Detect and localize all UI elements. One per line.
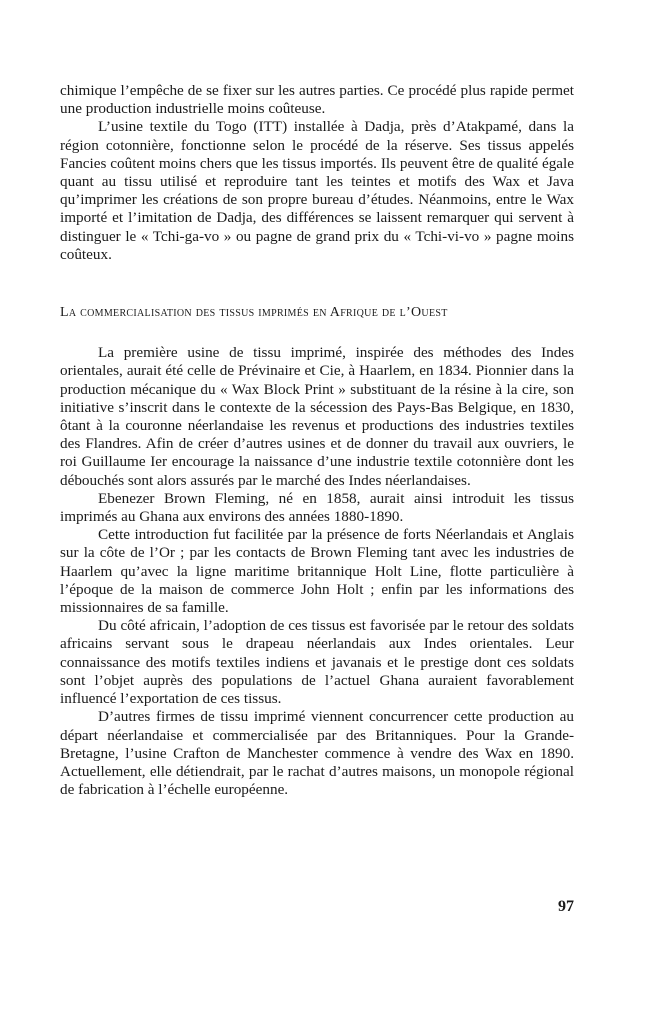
paragraph: D’autres firmes de tissu imprimé viennent concurrencer cette production au départ néerlandaise et commercialisée par des Britanniques. Pour la Grande-Bretagne, l’usine Crafton de Manchester commence à vendre des Wax en 1890. Actuellement, elle détiendrait, par le rachat d’autres maisons, un monopole régional de fabrication à l’échelle européenne.: [60, 708, 574, 799]
section-heading: La commercialisation des tissus imprimés en Afrique de l’Ouest: [60, 305, 448, 321]
paragraph: Du côté africain, l’adoption de ces tissus est favorisée par le retour des soldats africains servant sous le drapeau néerlandais aux Indes orientales. Leur connaissance des motifs textiles indiens et javanais et le prestige dont ces soldats sont l’objet auprès des populations de l’actuel Ghana auraient favorablement influencé l’exportation de ces tissus.: [60, 617, 574, 708]
page-body: [60, 82, 574, 799]
paragraph: chimique l’empêche de se fixer sur les autres parties. Ce procédé plus rapide permet une production industrielle moins coûteuse.: [60, 82, 574, 118]
paragraph: Ebenezer Brown Fleming, né en 1858, aurait ainsi introduit les tissus imprimés au Ghana aux environs des années 1880-1890.: [60, 489, 574, 526]
paragraph: La première usine de tissu imprimé, inspirée des méthodes des Indes orientales, aurait été celle de Prévinaire et Cie, à Haarlem, en 1834. Pionnier dans la production mécanique du « Wax Block Print » substituant de la résine à la cire, son initiative s’inscrit dans le contexte de la sécession des Pays-Bas Belgique, en 1830, ôtant à la couronne néerlandaise les revenus et productions des industries textiles des Flandres. Afin de créer d’autres usines et de donner du travail aux ouvriers, le roi Guillaume Ier encourage la naissance d’une industrie textile cotonnière dont les débouchés sont alors assurés par le marché des Indes néerlandaises.: [60, 344, 574, 489]
page-number: 97: [558, 898, 574, 915]
paragraph: Cette introduction fut facilitée par la présence de forts Néerlandais et Anglais sur la côte de l’Or ; par les contacts de Brown Fleming tant avec les industries de Haarlem qu’avec la ligne maritime britannique Holt Line, flotte particulière à l’époque de la maison de commerce John Holt ; enfin par les informations des missionnaires de sa famille.: [60, 526, 574, 617]
paragraph: L’usine textile du Togo (ITT) installée à Dadja, près d’Atakpamé, dans la région cotonnière, fonctionne selon le procédé de la réserve. Ses tissus appelés Fancies coûtent moins chers que les tissus importés. Ils peuvent être de qualité égale quant au tissu utilisé et reproduire tant les teintes et motifs des Wax et Java qu’imprimer les créations de son propre bureau d’études. Néanmoins, entre le Wax importé et l’imitation de Dadja, des différences se laissent remarquer qui servent à distinguer le « Tchi-ga-vo » ou pagne de grand prix du « Tchi-vi-vo » pagne moins coûteux.: [60, 118, 574, 263]
